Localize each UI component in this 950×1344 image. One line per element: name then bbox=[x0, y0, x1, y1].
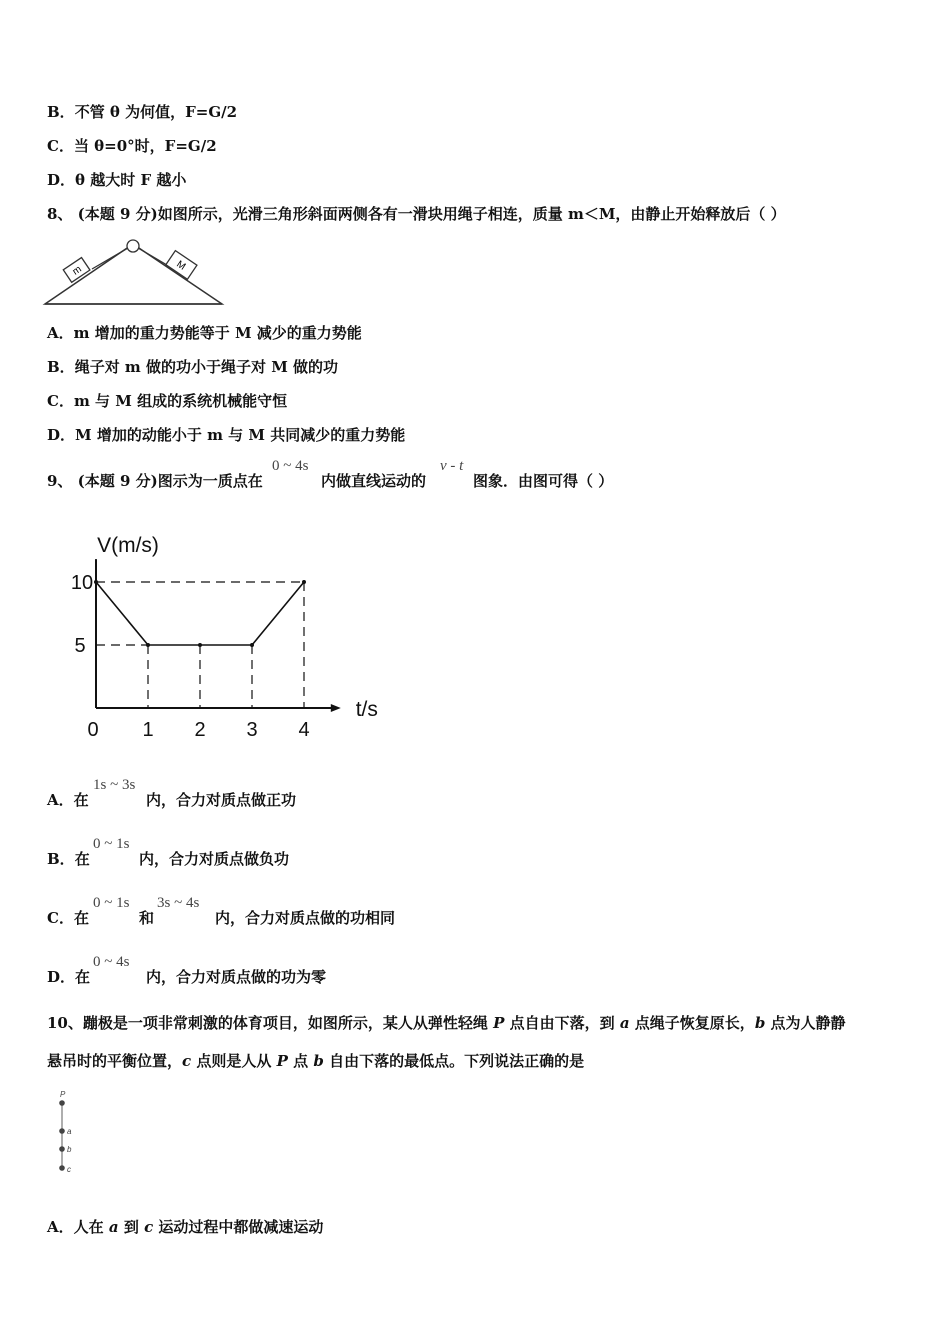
q7-option-c: C．当 θ=0°时，F=G/2 bbox=[47, 137, 217, 155]
rope-right bbox=[138, 248, 167, 265]
q9-option-b-range: 0 ~ 1s bbox=[93, 836, 130, 852]
q7-option-d: D．θ 越大时 F 越小 bbox=[47, 171, 187, 189]
q9-option-a: A．在 bbox=[47, 791, 89, 809]
data-point-3 bbox=[250, 643, 254, 647]
q8-option-a: A．m 增加的重力势能等于 M 减少的重力势能 bbox=[47, 324, 362, 342]
q9-range: 0 ~ 4s bbox=[272, 458, 309, 474]
x-axis-arrow bbox=[331, 704, 341, 712]
series-line bbox=[96, 582, 304, 645]
data-point-0 bbox=[94, 580, 98, 584]
q9-option-d-range: 0 ~ 4s bbox=[93, 954, 130, 970]
y-tick-label-10: 10 bbox=[70, 572, 94, 594]
q10-line2: 悬吊时的平衡位置，c 点则是人从 P 点 b 自由下落的最低点。下列说法正确的是 bbox=[47, 1052, 585, 1070]
bungee-figure bbox=[52, 1088, 82, 1176]
q9-option-c-range2: 3s ~ 4s bbox=[157, 895, 200, 911]
point-c bbox=[59, 1165, 65, 1171]
label-P: P bbox=[60, 1090, 66, 1099]
data-point-4 bbox=[302, 580, 306, 584]
x-tick-label-2: 2 bbox=[194, 719, 206, 741]
vt-chart bbox=[60, 528, 390, 743]
q9-option-d: D．在 bbox=[47, 968, 91, 986]
q9-option-b: B．在 bbox=[47, 850, 90, 868]
pulley bbox=[127, 240, 139, 252]
label-b: b bbox=[67, 1145, 72, 1154]
q9-option-d-post: 内，合力对质点做的功为零 bbox=[146, 968, 327, 986]
data-point-2 bbox=[198, 643, 202, 647]
block-m-label: m bbox=[70, 263, 84, 278]
x-axis-label: t/s bbox=[355, 698, 378, 721]
y-tick-label-5: 5 bbox=[74, 635, 86, 657]
q9-stem-a: 9、 (本题 9 分)图示为一质点在 bbox=[47, 472, 263, 490]
q9-vt: v - t bbox=[440, 458, 464, 474]
incline-figure bbox=[42, 236, 227, 308]
q8-option-b: B．绳子对 m 做的功小于绳子对 M 做的功 bbox=[47, 358, 339, 376]
point-b bbox=[59, 1146, 65, 1152]
q9-option-a-range: 1s ~ 3s bbox=[93, 777, 136, 793]
q9-option-c-mid: 和 bbox=[139, 909, 155, 927]
y-axis-label: V(m/s) bbox=[97, 534, 159, 557]
q10-line1: 10、蹦极是一项非常刺激的体育项目，如图所示，某人从弹性轻绳 P 点自由下落，到 a 点绳子恢复原长，b 点为人静静 bbox=[47, 1014, 846, 1032]
q9-stem-c: 图象．由图可得（ ） bbox=[473, 472, 614, 490]
q9-stem-b: 内做直线运动的 bbox=[321, 472, 427, 490]
q8-stem: 8、 (本题 9 分)如图所示，光滑三角形斜面两侧各有一滑块用绳子相连，质量 m＜M，由静止开始释放后（ ） bbox=[47, 205, 786, 223]
q9-option-c-post: 内，合力对质点做的功相同 bbox=[215, 909, 396, 927]
x-tick-label-3: 3 bbox=[246, 719, 258, 741]
label-a: a bbox=[67, 1127, 72, 1136]
label-c: c bbox=[67, 1165, 71, 1174]
q8-option-d: D．M 增加的动能小于 m 与 M 共同减少的重力势能 bbox=[47, 426, 406, 444]
x-tick-label-1: 1 bbox=[142, 719, 154, 741]
q9-option-a-post: 内，合力对质点做正功 bbox=[146, 791, 297, 809]
block-M-label: M bbox=[174, 258, 188, 273]
q9-option-c-range: 0 ~ 1s bbox=[93, 895, 130, 911]
q9-option-c: C．在 bbox=[47, 909, 89, 927]
q10-option-a: A．人在 a 到 c 运动过程中都做减速运动 bbox=[47, 1218, 324, 1236]
point-a bbox=[59, 1128, 65, 1134]
x-tick-label-4: 4 bbox=[298, 719, 310, 741]
q9-option-b-post: 内，合力对质点做负功 bbox=[139, 850, 290, 868]
q7-option-b: B．不管 θ 为何值，F=G/2 bbox=[47, 103, 238, 121]
data-point-1 bbox=[146, 643, 150, 647]
point-P bbox=[59, 1100, 65, 1106]
q8-option-c: C．m 与 M 组成的系统机械能守恒 bbox=[47, 392, 288, 410]
x-tick-label-0: 0 bbox=[87, 719, 99, 741]
rope-left bbox=[92, 248, 128, 269]
